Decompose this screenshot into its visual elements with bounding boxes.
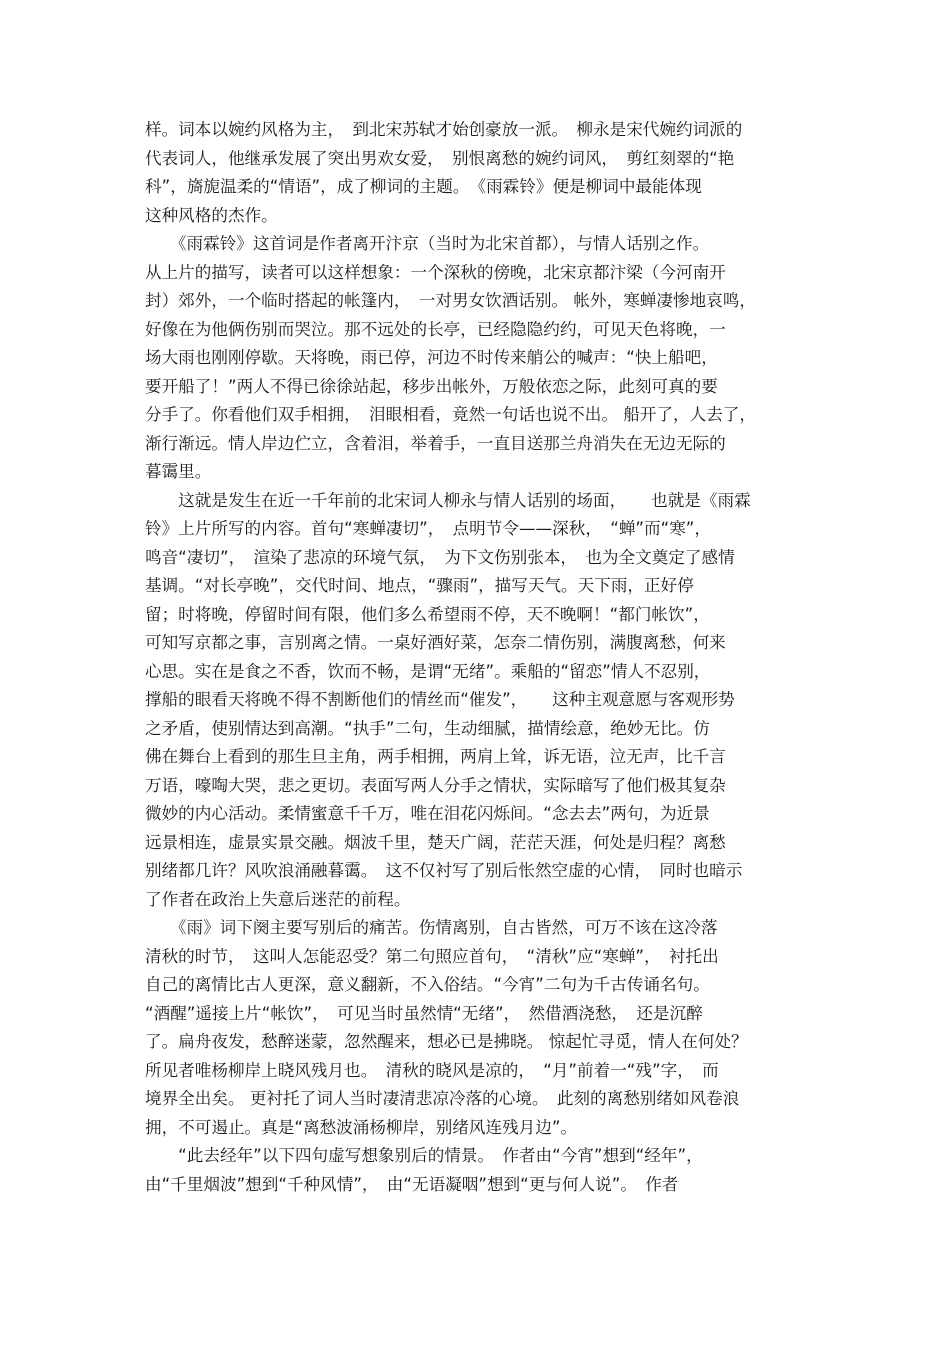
text-line: 心思。实在是食之不香，饮而不畅，是谓“无绪”。乘船的“留恋”情人不忍别， xyxy=(145,661,711,681)
text-line: 佛在舞台上看到的那生旦主角，两手相拥，两肩上耸，诉无语，泣无声，比千言 xyxy=(145,747,726,766)
text-line: 要开船了！”两人不得已徐徐站起，移步出帐外，万般依恋之际，此刻可真的要 xyxy=(145,376,718,396)
text-line: 清秋的时节， 这叫人怎能忍受？第二句照应首句， “清秋”应“寒蝉”， 衬托出 xyxy=(145,946,719,966)
text-line: 万语，嚎啕大哭，悲之更切。表面写两人分手之情状，实际暗写了他们极其复杂 xyxy=(145,775,726,795)
text-line: 科”，旖旎温柔的“情语”，成了柳词的主题。 《雨霖铃》便是柳词中最能体现 xyxy=(145,177,702,196)
text-line: 留；时将晚，停留时间有限，他们多么希望雨不停，天不晚啊！“都门帐饮”， xyxy=(145,604,710,624)
text-line: 《雨霖铃》这首词是作者离开汴京（当时为北宋首都），与情人话别之作。 xyxy=(145,234,710,253)
text-line: 了作者在政治上失意后迷茫的前程。 xyxy=(145,889,411,909)
text-line: 撑船的眼看天将晚不得不割断他们的情丝而“催发”， 这种主观意愿与客观形势 xyxy=(145,690,735,709)
text-line: 境界全出矣。 更衬托了词人当时凄清悲凉冷落的心境。 此刻的离愁别绪如风卷浪 xyxy=(145,1089,740,1108)
text-line: 远景相连，虚景实景交融。烟波千里，楚天广阔，茫茫天涯，何处是归程？离愁 xyxy=(145,832,726,852)
text-line: 渐行渐远。情人岸边伫立，含着泪，举着手，一直目送那兰舟消失在无边无际的 xyxy=(145,433,726,453)
text-line: 由“千里烟波”想到“千种风情”， 由“无语凝咽”想到“更与何人说”。 作者 xyxy=(145,1174,679,1194)
text-line: 封）郊外，一个临时搭起的帐篷内， 一对男女饮酒话别。 帐外，寒蝉凄惨地哀鸣， xyxy=(145,291,756,310)
text-line: 可知写京都之事，言别离之情。一桌好酒好菜，怎奈二情伤别，满腹离愁，何来 xyxy=(145,633,726,652)
text-line: 代表词人，他继承发展了突出男欢女爱， 别恨离愁的婉约词风， 剪红刻翠的“艳 xyxy=(145,148,735,168)
text-line: 《雨》词下阕主要写别后的痛苦。伤情离别，自古皆然，可万不该在这冷落 xyxy=(145,918,718,937)
text-line: “酒醒”遥接上片“帐饮”， 可见当时虽然情“无绪”， 然借酒浇愁， 还是沉醉 xyxy=(145,1003,703,1023)
text-line: 别绪都几许？风吹浪涌融暮霭。 这不仅衬写了别后怅然空虚的心情， 同时也暗示 xyxy=(145,861,743,880)
text-line: 暮霭里。 xyxy=(145,462,212,481)
text-line: 从上片的描写，读者可以这样想象：一个深秋的傍晚，北宋京都汴梁（今河南开 xyxy=(145,262,726,282)
text-line: 场大雨也刚刚停歇。天将晚，雨已停，河边不时传来艄公的喊声：“快上船吧， xyxy=(145,348,718,367)
text-line: 拥，不可遏止。真是“离愁波涌杨柳岸，别绪风连残月边”。 xyxy=(145,1117,578,1137)
text-line: 这就是发生在近一千年前的北宋词人柳永与情人话别的场面， 也就是《雨霖 xyxy=(145,490,751,510)
text-line: “此去经年”以下四句虚写想象别后的情景。 作者由“今宵”想到“经年”， xyxy=(145,1146,703,1165)
text-line: 铃》上片所写的内容。首句“寒蝉凄切”， 点明节令——深秋， “蝉”而“寒”， xyxy=(145,519,711,538)
text-line: 微妙的内心活动。柔情蜜意千千万，唯在泪花闪烁间。“念去去”两句，为近景 xyxy=(145,804,710,823)
text-line: 基调。“对长亭晚”，交代时间、地点，“骤雨”，描写天气。天下雨，正好停 xyxy=(145,576,694,595)
text-line: 这种风格的杰作。 xyxy=(145,205,278,225)
text-line: 鸣音“凄切”， 渲染了悲凉的环境气氛， 为下文伤别张本， 也为全文奠定了感情 xyxy=(145,547,735,567)
text-line: 好像在为他俩伤别而哭泣。那不远处的长亭，已经隐隐约约，可见天色将晚，一 xyxy=(145,319,726,339)
text-line: 之矛盾，使别情达到高潮。“执手”二句，生动细腻，描情绘意，绝妙无比。仿 xyxy=(145,718,710,738)
text-line: 自己的离情比古人更深，意义翻新，不入俗结。“今宵”二句为千古传诵名句。 xyxy=(145,975,710,994)
text-line: 样。词本以婉约风格为主， 到北宋苏轼才始创豪放一派。 柳永是宋代婉约词派的 xyxy=(145,120,743,139)
text-line: 分手了。你看他们双手相拥， 泪眼相看，竟然一句话也说不出。 船开了，人去了， xyxy=(145,405,756,424)
text-line: 了。扁舟夜发，愁醉迷蒙，忽然醒来，想必已是拂晓。 惊起忙寻觅，情人在何处？ xyxy=(145,1032,748,1051)
text-line: 所见者唯杨柳岸上晓风残月也。 清秋的晓风是凉的， “月”前着一“残”字， 而 xyxy=(145,1060,719,1080)
